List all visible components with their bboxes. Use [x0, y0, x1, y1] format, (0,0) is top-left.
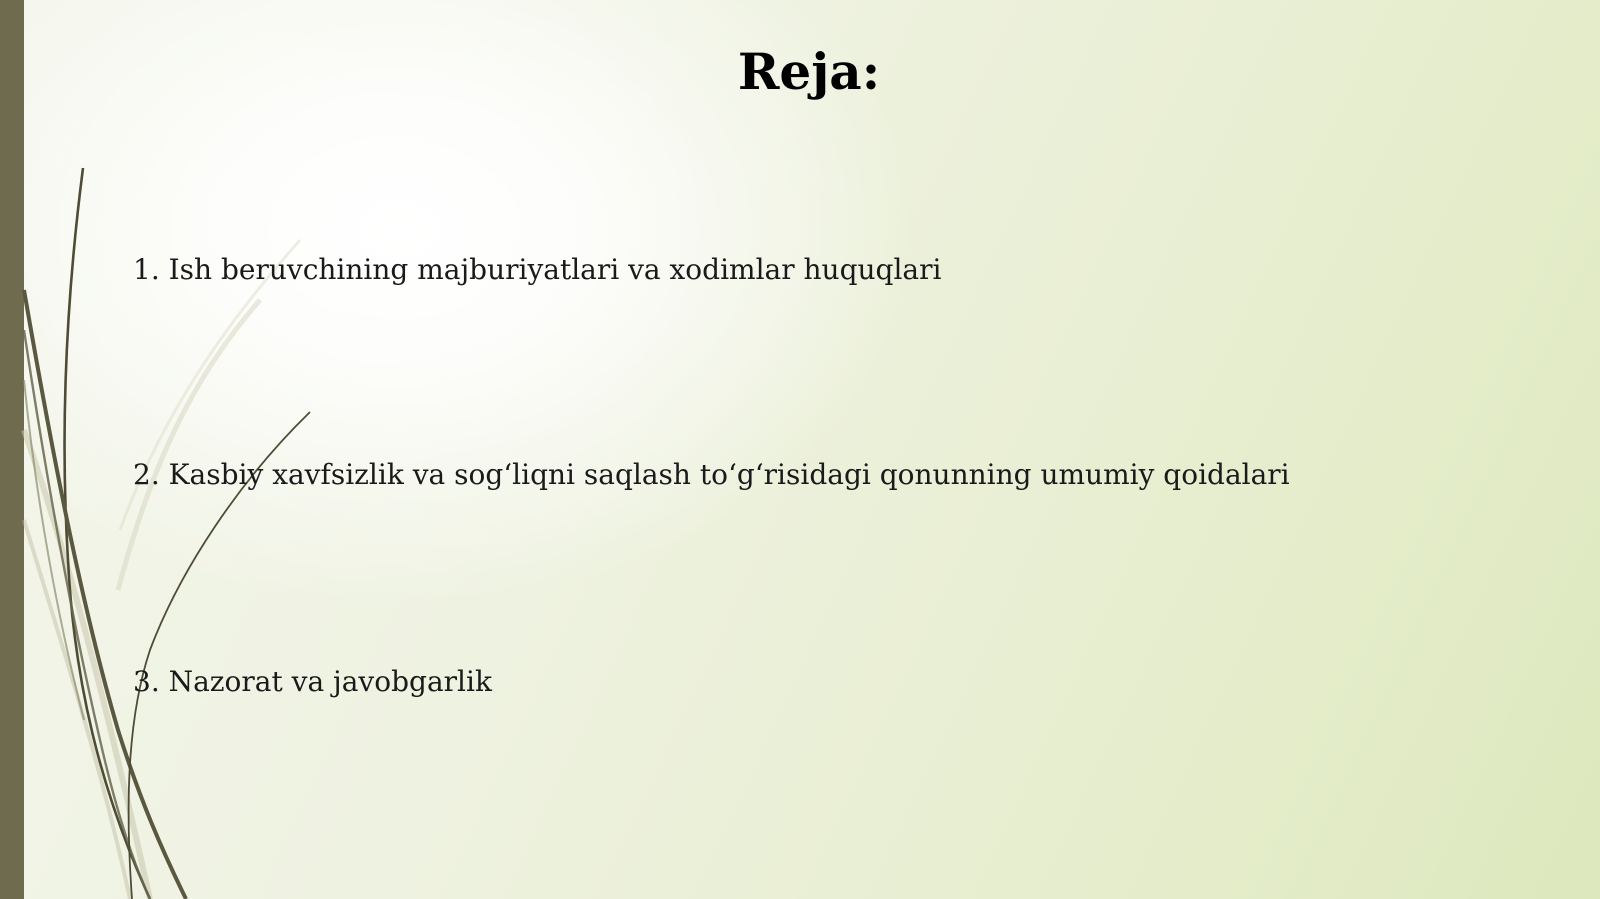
- page-title: Reja:: [737, 42, 881, 101]
- plan-item-2: 2. Kasbiy xavfsizlik va sog‘liqni saqlash to‘g‘risidagi qonunning umumiy qoidalari: [133, 458, 1290, 491]
- left-accent-bar: [0, 0, 24, 899]
- grass-decoration-icon: [0, 0, 340, 899]
- plan-item-1: 1. Ish beruvchining majburiyatlari va xodimlar huquqlari: [133, 253, 942, 286]
- plan-item-3: 3. Nazorat va javobgarlik: [133, 665, 492, 698]
